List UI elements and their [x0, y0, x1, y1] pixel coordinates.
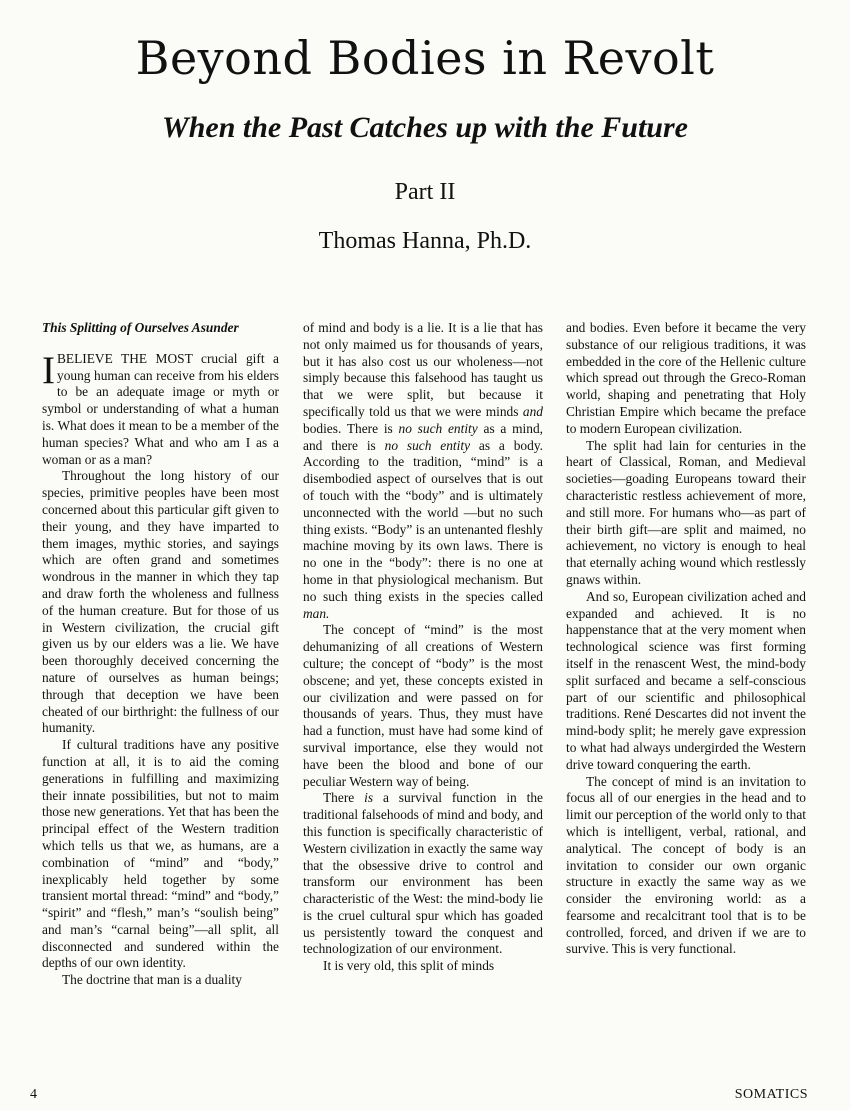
paragraph-text: There — [323, 790, 365, 806]
article-author: Thomas Hanna, Ph.D. — [318, 228, 532, 254]
paragraph: And so, European civilization ached and expanded and achieved. It is no happenstance that at the very moment when technological science was first forming itself in the renascent West, the mind-body split surfaced and became a self-conscious part of our scientific and philosophical traditions. René Descartes did not invent the mind-body split; he merely gave expression to what had always undergirded the Western drive toward conquering the earth. — [566, 588, 806, 772]
paragraph: Throughout the long history of our species, primitive peoples have been most concerned about this particular gift given to their young, and they have imparted to them images, mythic stories, and sayings which are often grand and sometimes wondrous in the manner in which they tap and draw forth the wholeness and fullness of the human creature. But for those of us in Western civilization, the crucial gift given us by our elders was a lie. We have been thoroughly deceived concerning the nature of ourselves as human beings; through that deception we have been cheated of our birthright: the fullness of our humanity. — [42, 468, 279, 736]
lead-in-caps: BELIEVE THE MOST — [57, 350, 193, 366]
paragraph — [42, 348, 279, 469]
emphasis-text: no such entity — [384, 437, 471, 453]
paragraph-text: a survival function in the traditional falsehoods of mind and body, and this function is specifically characteristic of Western civilization in exactly the same way that the obsessive drive to control and transform our environment has been characteristic of the West: the mind-body lie is the cruel cultural spur which has goaded us persistently toward the conquest and technologization of our environment. — [303, 790, 543, 957]
article-subtitle: When the Past Catches up with the Future — [162, 111, 688, 144]
journal-name: SOMATICS — [734, 1087, 808, 1102]
emphasis-text: is — [364, 790, 374, 806]
paragraph-text: as a mind, and there is — [303, 420, 543, 453]
paragraph: and bodies. Even before it became the very substance of our religious traditions, it was embedded in the core of the Hellenic culture which spread out through the Greco-Roman world, shaping and penetrating that Holy Christian Empire which became the preface to modern European civilization. — [566, 320, 806, 436]
text-column-3 — [566, 320, 806, 1060]
emphasis-text: no such entity — [398, 420, 478, 436]
paragraph-text: bodies. There is — [303, 420, 399, 436]
paragraph — [303, 790, 543, 958]
paragraph: The concept of “mind” is the most dehumanizing of all creations of Western culture; the concept of “body” is the most obscene; and yet, these concepts existed in our civilization and were passed on for thousands of years. Thus, they must have had a function, must have had some kind of survival importance, else they would not have been the blood and bone of our peculiar Western way of being. — [303, 622, 543, 789]
drop-cap: I — [42, 348, 55, 392]
paragraph: The doctrine that man is a duality — [62, 972, 242, 988]
section-heading: This Splitting of Ourselves Asunder — [42, 320, 239, 335]
paragraph: It is very old, this split of minds — [323, 958, 495, 974]
emphasis-text: man. — [303, 605, 330, 621]
text-column-1 — [42, 320, 279, 1060]
paragraph: The split had lain for centuries in the heart of Classical, Roman, and Medieval societies—goading Europeans toward their characteristic restless achievement of more, and still more. For humans who—as part of their birth gift—are split and maimed, no achievement, no victory is enough to heal that eternally aching wound which restlessly gnaws within. — [566, 437, 806, 587]
paragraph-text: crucial gift a young human can receive from his elders to be an adequate image or myth or symbol or understanding of what a human is. What does it mean to be a member of the human species? What and who am I as a woman or as a man? — [42, 350, 279, 467]
paragraph — [303, 320, 543, 622]
emphasis-text: and — [522, 403, 543, 419]
page-number: 4 — [30, 1087, 37, 1102]
paragraph-text: as a body. According to the tradition, “mind” is a disembodied aspect of ourselves that is out of touch with the “body” and is ultimately unconnected with the world —but no such thing exists. “Body” is an untenanted fleshly machine moving by its own laws. There is no one in the “body”: there is no one at home in that physiological mechanism. But no such thing exists in the species called — [303, 437, 543, 604]
paragraph-text: of mind and body is a lie. It is a lie that has not only maimed us for thousands of years, but it has also cost us our wholeness—not simply because this falsehood has taught us that we were split, but because it specifically told us that we were minds — [303, 320, 543, 419]
article-part-label: Part II — [394, 179, 456, 205]
paragraph: The concept of mind is an invitation to focus all of our energies in the head and to limit our perception of the world only to that which is intelligent, verbal, rational, and analytical. The concept of body is an invitation to consider our own organic structure in exactly the same way as we consider the environing world: as a fearsome and recalcitrant tool that is to be controlled, forced, and driven if we are to survive. This is very functional. — [566, 773, 806, 957]
article-title: Beyond Bodies in Revolt — [135, 31, 715, 85]
paragraph: If cultural traditions have any positive function at all, it is to aid the coming generations in fulfilling and maximizing their innate possibilities, but not to maim those new generations. Yet that has been the principal effect of the Western tradition which tells us that we, as humans, are a combination of “mind” and “body,” inexplicably held together by some transient mortal thread: “mind” and “body,” “spirit” and “flesh,” man’s “soulish being” and man’s “carnal being”—all split, all disconnected and sundered within the depths of our own identity. — [42, 737, 279, 971]
text-column-2 — [303, 320, 543, 1060]
